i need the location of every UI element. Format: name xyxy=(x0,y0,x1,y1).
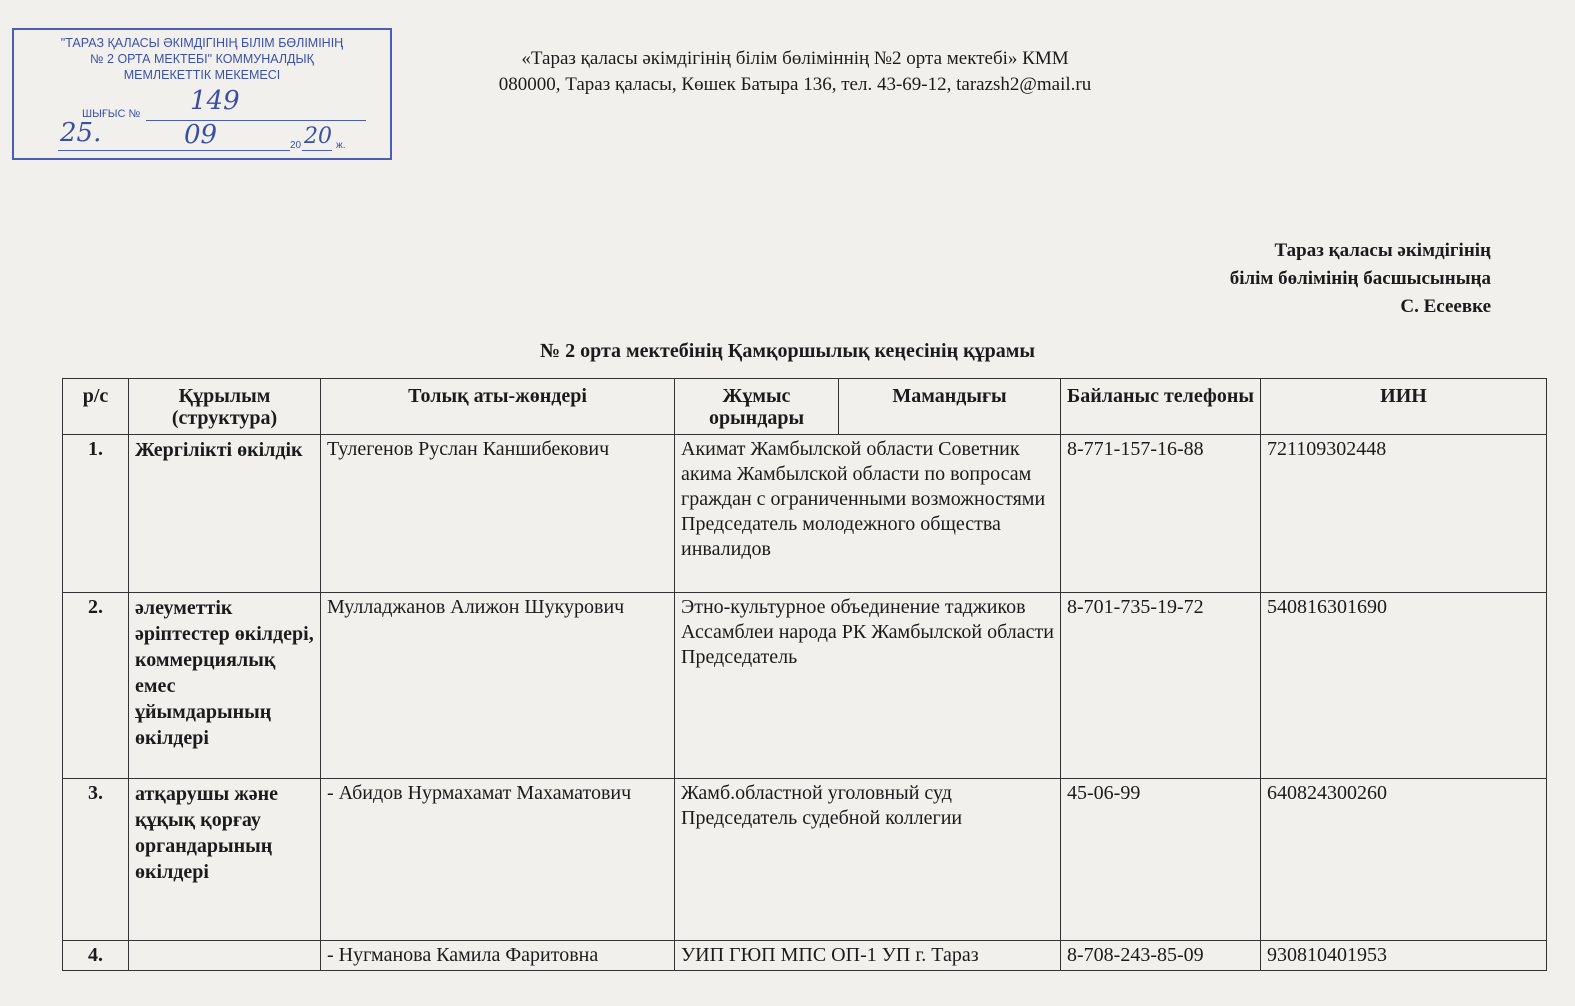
document-title: № 2 орта мектебінің Қамқоршылық кеңесінің құрамы xyxy=(539,340,1035,362)
council-table xyxy=(62,378,1547,971)
header-num: р/с xyxy=(63,379,129,435)
row-phone: 8-708-243-85-09 xyxy=(1061,941,1261,971)
row-structure xyxy=(129,941,321,971)
header-iin: ИИН xyxy=(1261,379,1547,435)
table-row xyxy=(63,779,1547,941)
header-work: Жұмыс орындары xyxy=(675,379,839,435)
row-work: УИП ГЮП МПС ОП-1 УП г. Тараз xyxy=(675,941,1061,971)
stamp-date-line xyxy=(58,150,290,151)
table-row xyxy=(63,593,1547,779)
addressee-line-1: Тараз қаласы әкімдігінің xyxy=(1274,240,1491,261)
header-structure: Құрылым (структура) xyxy=(129,379,321,435)
addressee-line-3: С. Есеевке xyxy=(1400,296,1491,317)
stamp-outgoing-label: ШЫҒЫС № xyxy=(82,108,141,120)
stamp-outgoing-number: 149 xyxy=(190,86,240,116)
header-profession: Мамандығы xyxy=(839,379,1061,435)
row-structure: әлеуметтік әріптестер өкілдері, коммерциялық емес ұйымдарының өкілдері xyxy=(129,593,321,779)
header-name: Толық аты-жөндері xyxy=(321,379,675,435)
row-name: - Нугманова Камила Фаритовна xyxy=(321,941,675,971)
row-work: Жамб.областной уголовный суд Председатель судебной коллегии xyxy=(675,779,1061,941)
row-work: Акимат Жамбылской области Советник акима Жамбылской области по вопросам граждан с ограниченными возможностями Председатель молодежного общества инвалидов xyxy=(675,435,1061,593)
row-structure: Жергілікті өкілдік xyxy=(129,435,321,593)
stamp-day: 25. xyxy=(60,118,102,148)
row-num: 4. xyxy=(63,941,129,971)
stamp-line-1: "ТАРАЗ ҚАЛАСЫ ӘКІМДІГІНІҢ БІЛІМ БӨЛІМІНІҢ xyxy=(60,36,344,50)
row-iin: 540816301690 xyxy=(1261,593,1547,779)
table-row xyxy=(63,941,1547,971)
stamp-line-2: № 2 ОРТА МЕКТЕБІ" КОММУНАЛДЫҚ xyxy=(90,52,314,66)
stamp-year: 20 xyxy=(304,124,332,149)
school-header-line-2: 080000, Тараз қаласы, Көшек Батыра 136, тел. 43-69-12, tarazsh2@mail.ru xyxy=(498,74,1092,95)
stamp-month: 09 xyxy=(184,120,218,150)
row-phone: 8-701-735-19-72 xyxy=(1061,593,1261,779)
row-iin: 640824300260 xyxy=(1261,779,1547,941)
stamp-year-line xyxy=(302,150,332,151)
table-row xyxy=(63,435,1547,593)
stamp-line-3: МЕМЛЕКЕТТІК МЕКЕМЕСІ xyxy=(123,68,281,82)
row-structure: атқарушы және құқық қорғау органдарының өкілдері xyxy=(129,779,321,941)
row-iin: 930810401953 xyxy=(1261,941,1547,971)
row-phone: 8-771-157-16-88 xyxy=(1061,435,1261,593)
row-num: 1. xyxy=(63,435,129,593)
table-header-row xyxy=(63,379,1547,435)
row-num: 2. xyxy=(63,593,129,779)
row-num: 3. xyxy=(63,779,129,941)
row-work: Этно-культурное объединение таджиков Ассамблеи народа РК Жамбылской области Председатель xyxy=(675,593,1061,779)
row-name: Тулегенов Руслан Каншибекович xyxy=(321,435,675,593)
row-name: - Абидов Нурмахамат Махаматович xyxy=(321,779,675,941)
school-header-line-1: «Тараз қаласы әкімдігінің білім бөліміннің №2 орта мектебі» КММ xyxy=(521,48,1069,69)
registration-stamp xyxy=(12,28,392,160)
row-name: Мулладжанов Алижон Шукурович xyxy=(321,593,675,779)
row-phone: 45-06-99 xyxy=(1061,779,1261,941)
stamp-number-line xyxy=(146,120,366,121)
addressee-line-2: білім бөлімінің басшысыныңа xyxy=(1229,268,1491,289)
stamp-year-suffix: ж. xyxy=(336,140,346,151)
stamp-year-prefix: 20 xyxy=(290,140,302,151)
row-iin: 721109302448 xyxy=(1261,435,1547,593)
header-phone: Байланыс телефоны xyxy=(1061,379,1261,435)
